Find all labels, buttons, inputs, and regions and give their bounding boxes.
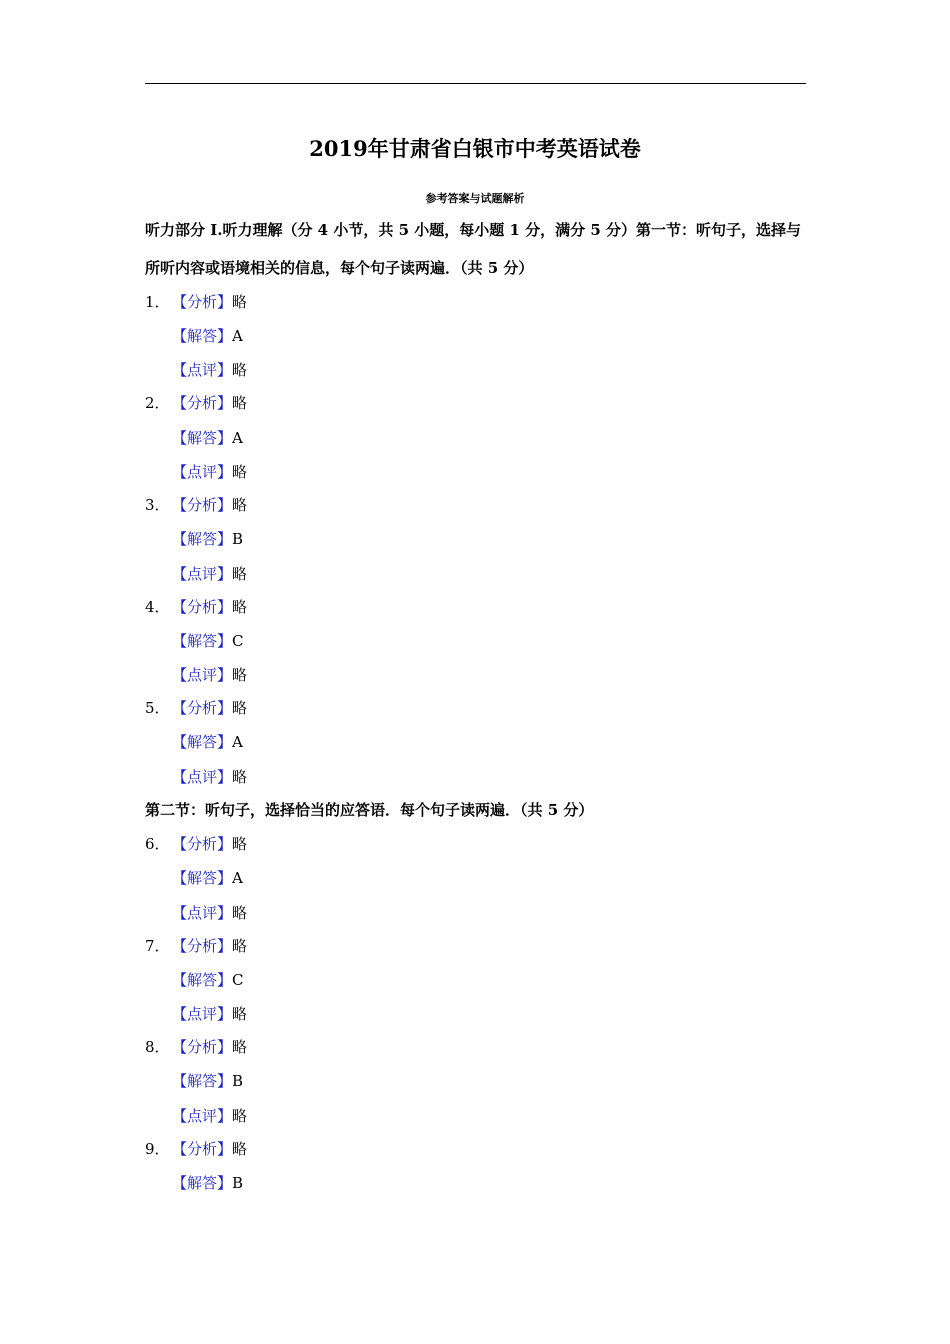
analysis-text: 略 [232, 394, 248, 412]
item-6-comment [172, 902, 247, 924]
item-number: 9． [145, 1140, 170, 1158]
comment-text: 略 [232, 1107, 248, 1125]
item-number: 1． [145, 293, 170, 311]
item-5-analysis [145, 697, 247, 719]
item-9-analysis [145, 1138, 247, 1160]
item-4-answer [172, 630, 244, 652]
analysis-text: 略 [232, 1038, 248, 1056]
item-9-answer [172, 1172, 243, 1194]
comment-text: 略 [232, 565, 248, 583]
item-3-analysis [145, 494, 247, 516]
analysis-text: 略 [232, 835, 248, 853]
item-5-comment [172, 766, 247, 788]
comment-label: 【点评】 [172, 361, 233, 379]
comment-text: 略 [232, 768, 248, 786]
item-3-answer [172, 528, 243, 550]
section2-intro: 第二节：听句子，选择恰当的应答语．每个句子读两遍．（共 5 分） [145, 801, 594, 819]
comment-label: 【点评】 [172, 565, 233, 583]
item-8-analysis [145, 1036, 247, 1058]
item-number: 7． [145, 937, 170, 955]
item-number: 2． [145, 394, 170, 412]
answer-label: 【解答】 [172, 530, 233, 548]
item-number: 3． [145, 496, 170, 514]
answer-text: A [232, 327, 243, 345]
comment-label: 【点评】 [172, 666, 233, 684]
item-7-comment [172, 1003, 247, 1025]
answer-label: 【解答】 [172, 869, 233, 887]
item-number: 4． [145, 598, 170, 616]
comment-text: 略 [232, 904, 248, 922]
comment-label: 【点评】 [172, 463, 233, 481]
answer-text: C [232, 971, 244, 989]
item-number: 8． [145, 1038, 170, 1056]
comment-text: 略 [232, 463, 248, 481]
analysis-label: 【分析】 [172, 1140, 233, 1158]
item-6-analysis [145, 833, 247, 855]
item-1-comment [172, 359, 247, 381]
analysis-text: 略 [232, 598, 248, 616]
item-7-answer [172, 969, 244, 991]
answer-label: 【解答】 [172, 1072, 233, 1090]
comment-label: 【点评】 [172, 904, 233, 922]
section1-intro-line2: 所听内容或语境相关的信息，每个句子读两遍．（共 5 分） [145, 259, 534, 277]
answer-label: 【解答】 [172, 632, 233, 650]
page-subtitle: 参考答案与试题解析 [425, 192, 525, 205]
analysis-text: 略 [232, 699, 248, 717]
header-rule [145, 83, 806, 84]
analysis-label: 【分析】 [172, 598, 233, 616]
item-6-answer [172, 867, 243, 889]
answer-text: A [232, 869, 243, 887]
analysis-label: 【分析】 [172, 937, 233, 955]
item-7-analysis [145, 935, 247, 957]
analysis-label: 【分析】 [172, 1038, 233, 1056]
answer-label: 【解答】 [172, 1174, 233, 1192]
comment-label: 【点评】 [172, 1107, 233, 1125]
item-2-answer [172, 427, 243, 449]
analysis-text: 略 [232, 937, 248, 955]
item-4-comment [172, 664, 247, 686]
item-4-analysis [145, 596, 247, 618]
answer-text: B [232, 1174, 244, 1192]
analysis-label: 【分析】 [172, 293, 233, 311]
answer-label: 【解答】 [172, 327, 233, 345]
analysis-label: 【分析】 [172, 496, 233, 514]
item-2-analysis [145, 392, 247, 414]
comment-text: 略 [232, 1005, 248, 1023]
item-number: 5． [145, 699, 170, 717]
analysis-label: 【分析】 [172, 699, 233, 717]
answer-text: A [232, 429, 243, 447]
comment-text: 略 [232, 666, 248, 684]
analysis-text: 略 [232, 1140, 248, 1158]
comment-text: 略 [232, 361, 248, 379]
analysis-text: 略 [232, 496, 248, 514]
answer-label: 【解答】 [172, 733, 233, 751]
analysis-label: 【分析】 [172, 394, 233, 412]
item-5-answer [172, 731, 243, 753]
answer-text: C [232, 632, 244, 650]
comment-label: 【点评】 [172, 1005, 233, 1023]
analysis-label: 【分析】 [172, 835, 233, 853]
item-3-comment [172, 563, 247, 585]
answer-text: A [232, 733, 243, 751]
item-2-comment [172, 461, 247, 483]
section1-intro-line1: 听力部分 I.听力理解（分 4 小节，共 5 小题，每小题 1 分，满分 5 分）第一节：听句子，选择与 [145, 221, 801, 239]
answer-text: B [232, 1072, 244, 1090]
answer-label: 【解答】 [172, 429, 233, 447]
answer-label: 【解答】 [172, 971, 233, 989]
item-8-comment [172, 1105, 247, 1127]
page-title: 2019年甘肃省白银市中考英语试卷 [309, 136, 641, 161]
answer-text: B [232, 530, 244, 548]
comment-label: 【点评】 [172, 768, 233, 786]
item-number: 6． [145, 835, 170, 853]
analysis-text: 略 [232, 293, 248, 311]
item-1-answer [172, 325, 243, 347]
item-1-analysis [145, 291, 247, 313]
item-8-answer [172, 1070, 243, 1092]
